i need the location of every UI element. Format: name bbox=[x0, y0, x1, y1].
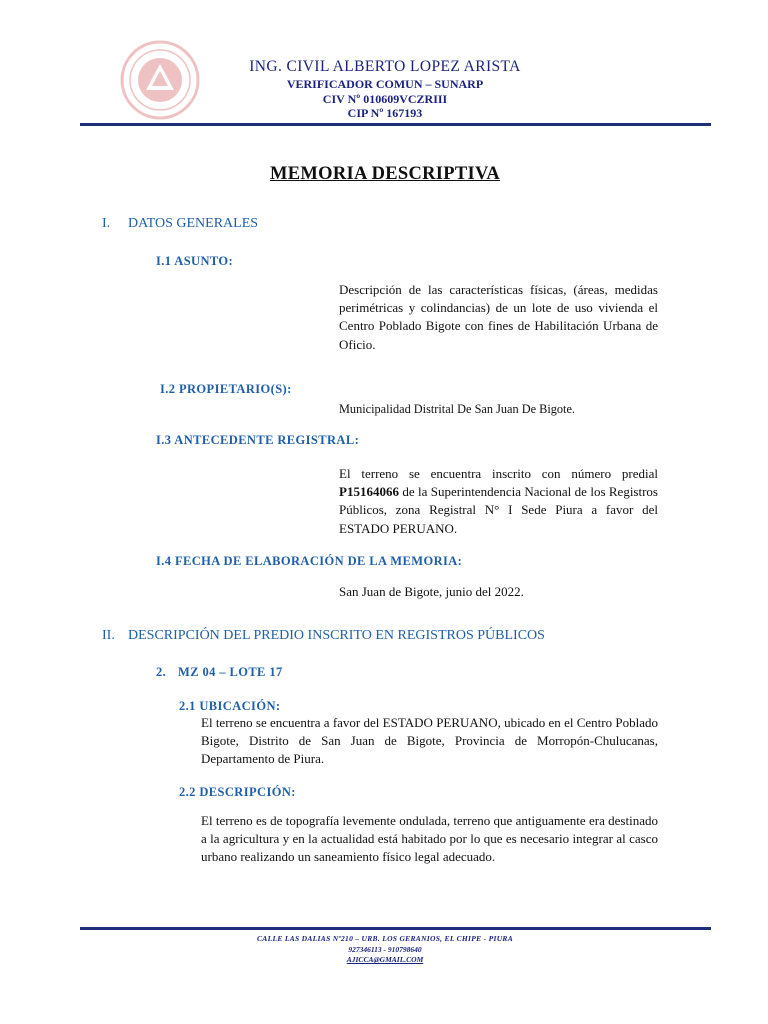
asunto-label: I.1 ASUNTO: bbox=[156, 254, 234, 268]
ubicacion-text: El terreno se encuentra a favor del ESTADO PERUANO, ubicado en el Centro Poblado Bigote, Distrito de San Juan de Bigote, Provincia de Morropón-Chulucanas, Departamento de Piura. bbox=[201, 715, 658, 767]
header-divider bbox=[80, 123, 711, 126]
lot-title: MZ 04 – LOTE 17 bbox=[178, 665, 283, 679]
section-2-heading bbox=[102, 628, 545, 644]
descripcion-text: El terreno es de topografía levemente ondulada, terreno que antiguamente era destinado a la agricultura y en la actualidad está habitado por lo que es necesario integrar al casco urbano realizando un saneamiento físico legal adecuado. bbox=[201, 813, 658, 865]
section-2-number: II. bbox=[102, 628, 115, 643]
ubicacion-label: 2.1 UBICACIÓN: bbox=[179, 699, 281, 713]
lot-number: 2. bbox=[156, 665, 167, 679]
propietario-label: I.2 PROPIETARIO(S): bbox=[160, 382, 292, 396]
predial-number: P15164066 bbox=[339, 484, 399, 500]
engineer-civ: CIV Nº 010609VCZRIII bbox=[322, 92, 448, 106]
fecha-label: I.4 FECHA DE ELABORACIÓN DE LA MEMORIA: bbox=[156, 554, 463, 568]
propietario-text: Municipalidad Distrital De San Juan De Bigote. bbox=[339, 402, 575, 416]
engineer-role: VERIFICADOR COMUN – SUNARP bbox=[286, 77, 484, 91]
footer-address: CALLE LAS DALIAS Nº210 – URB. LOS GERANIOS, EL CHIPE - PIURA bbox=[256, 934, 514, 943]
antecedente-label: I.3 ANTECEDENTE REGISTRAL: bbox=[156, 433, 360, 447]
fecha-text: San Juan de Bigote, junio del 2022. bbox=[339, 584, 524, 599]
engineer-name: ING. CIVIL ALBERTO LOPEZ ARISTA bbox=[249, 58, 521, 75]
antecedente-text-b: de la Superintendencia Nacional de los Registros Públicos, zona Registral N° I Sede Piura a favor del ESTADO PERUANO. bbox=[339, 484, 658, 536]
antecedente-text bbox=[339, 465, 658, 538]
descripcion-label: 2.2 DESCRIPCIÓN: bbox=[179, 785, 296, 799]
section-1-number: I. bbox=[102, 216, 111, 231]
asunto-text: Descripción de las características físicas, (áreas, medidas perimétricas y colindancias) de un lote de uso vivienda el Centro Poblado Bigote con fines de Habilitación Urbana de Oficio. bbox=[339, 282, 658, 352]
section-2-title: DESCRIPCIÓN DEL PREDIO INSCRITO EN REGISTROS PÚBLICOS bbox=[128, 628, 545, 643]
footer-phones: 927346113 - 910798640 bbox=[348, 945, 422, 954]
engineer-cip: CIP Nº 167193 bbox=[347, 106, 423, 120]
section-1-heading bbox=[102, 216, 258, 232]
footer-divider bbox=[80, 927, 711, 930]
document-title: MEMORIA DESCRIPTIVA bbox=[270, 164, 500, 184]
section-1-title: DATOS GENERALES bbox=[128, 216, 259, 231]
lot-heading bbox=[156, 665, 283, 680]
antecedente-text-a: El terreno se encuentra inscrito con número predial bbox=[339, 466, 658, 481]
footer-email[interactable]: AJICCA@GMAIL.COM bbox=[346, 955, 424, 964]
